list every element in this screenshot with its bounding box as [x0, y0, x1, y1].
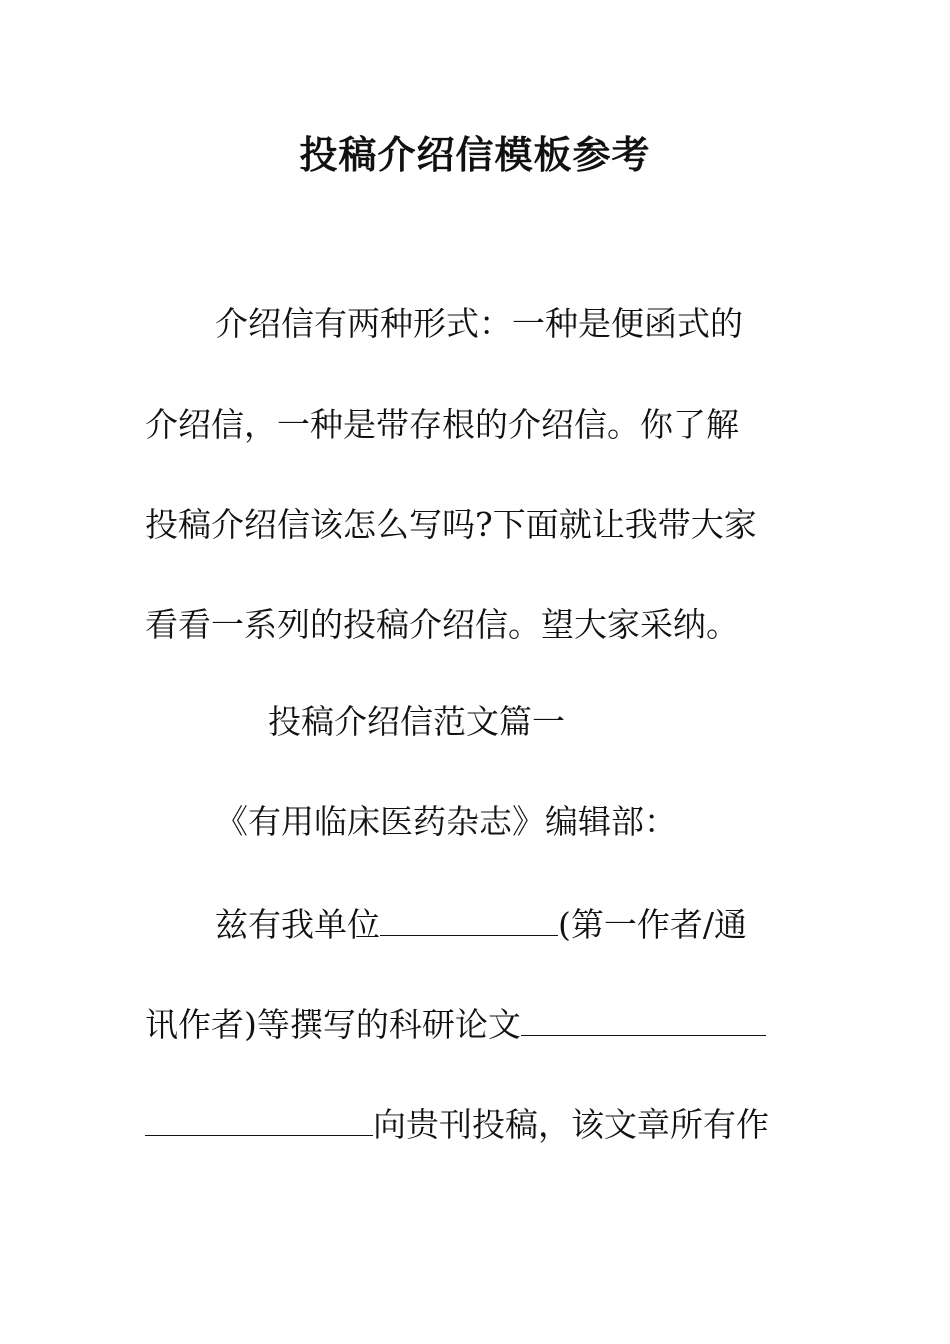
salutation: 《有用临床医药杂志》编辑部： — [215, 802, 677, 841]
body-line-3 — [145, 1103, 805, 1147]
fill-in-blank-paper-title[interactable] — [521, 1005, 766, 1036]
fill-in-blank-unit[interactable] — [380, 905, 558, 936]
intro-line-3: 投稿介绍信该怎么写吗?下面就让我带大家 — [145, 505, 757, 544]
body-line-3-text-after: 向贵刊投稿，该文章所有作 — [373, 1105, 769, 1144]
fill-in-blank-paper-title-continued[interactable] — [145, 1105, 373, 1136]
intro-line-4: 看看一系列的投稿介绍信。望大家采纳。 — [145, 605, 739, 644]
body-line-2 — [145, 1003, 805, 1047]
intro-line-1: 介绍信有两种形式：一种是便函式的 — [215, 304, 743, 343]
body-line-1 — [215, 903, 875, 947]
section-heading: 投稿介绍信范文篇一 — [268, 702, 565, 741]
body-line-1-text-before: 兹有我单位 — [215, 905, 380, 944]
document-title: 投稿介绍信模板参考 — [299, 132, 651, 177]
body-line-2-text-before: 讯作者)等撰写的科研论文 — [145, 1005, 521, 1044]
intro-line-2: 介绍信，一种是带存根的介绍信。你了解 — [145, 405, 739, 444]
body-line-1-text-after: (第一作者/通 — [558, 905, 747, 944]
